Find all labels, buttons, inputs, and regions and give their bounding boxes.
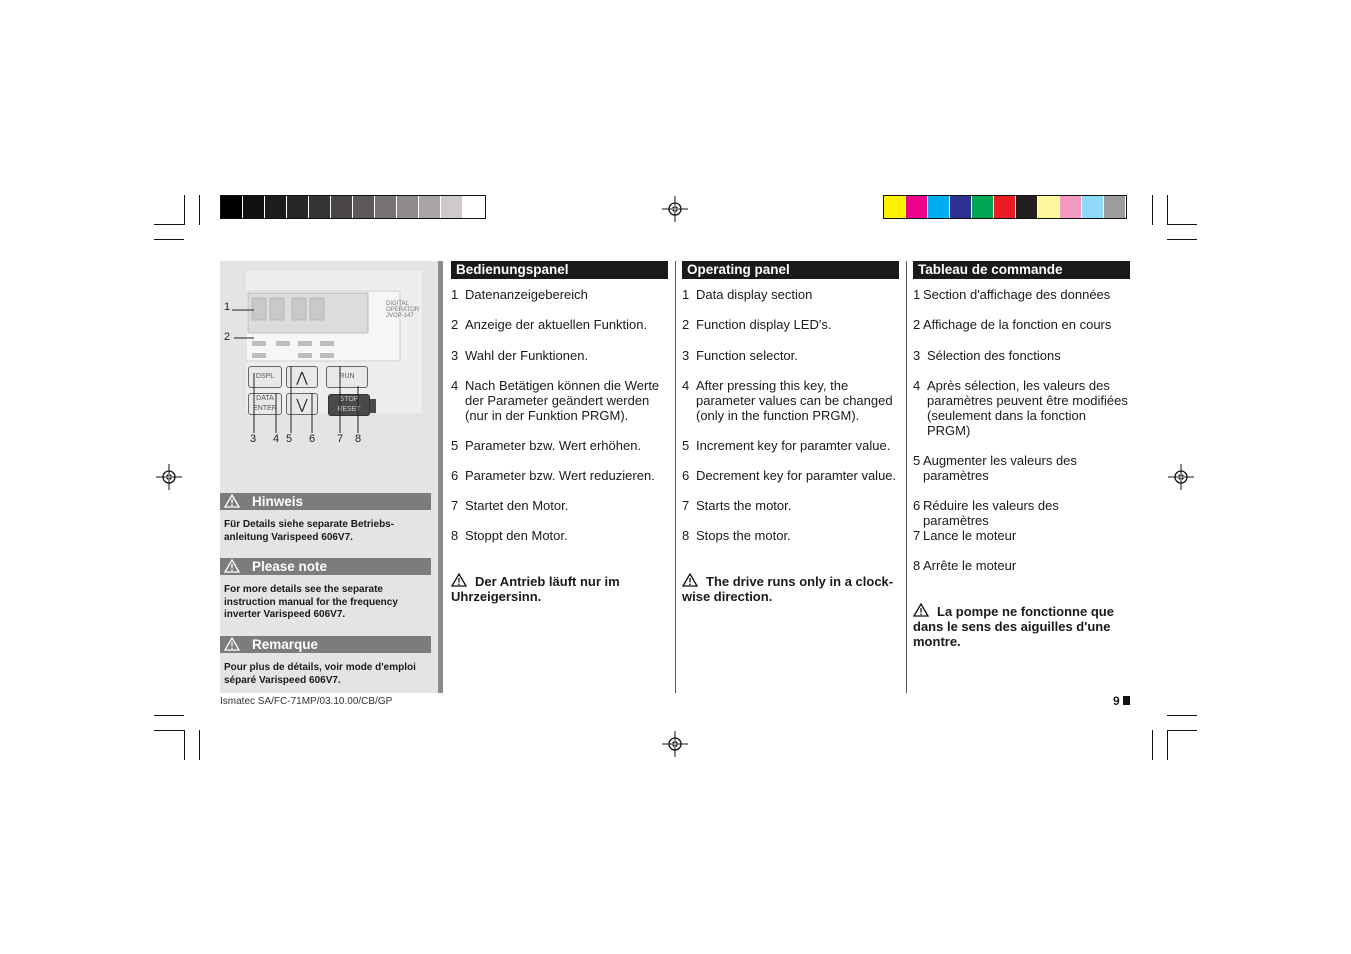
stop-reset-key: STOP RESET [328,394,370,416]
registration-mark-icon [1168,464,1194,490]
rotation-warning: La pompe ne fonctionne que dans le sens des aiguilles d'une montre. [913,604,1114,649]
color-swatch [265,196,287,218]
callout-lines [220,261,438,461]
color-swatch [309,196,331,218]
page-number: 9 [1113,694,1120,708]
imprint: Ismatec SA/FC-71MP/03.10.00/CB/GP [220,696,393,707]
note-title: Remarque [252,637,319,652]
note-text: For more details see the separate instruction manual for the frequency inverter Varispeed 606V7. [224,584,398,620]
registration-mark-icon [662,196,688,222]
color-swatch [441,196,463,218]
callout-label: 5 [286,433,293,445]
section-title: Tableau de commande [913,261,1130,279]
color-swatch [972,196,994,218]
display-caption: DIGITAL OPERATOR JVOP-147 [386,301,420,319]
warning-icon [224,637,240,651]
grayscale-bar [220,195,486,219]
note-header-remarque [220,636,431,653]
color-swatch [1060,196,1082,218]
note-header-hinweis [220,493,431,510]
registration-mark-icon [662,731,688,757]
panel-rule [438,261,443,693]
note-text: Für Details siehe separate Betriebs-anleitung Varispeed 606V7. [224,519,395,543]
color-swatch [906,196,928,218]
column-divider [675,261,676,693]
color-swatch [884,196,906,218]
color-swatch [928,196,950,218]
down-arrow-icon: ⋁ [286,393,318,415]
callout-label: 6 [309,433,316,445]
section-title: Operating panel [682,261,899,279]
color-swatch [463,196,485,218]
section-title: Bedienungspanel [451,261,668,279]
color-swatch [243,196,265,218]
warning-icon [913,603,929,617]
color-swatch [1038,196,1060,218]
color-swatch [1104,196,1126,218]
data-enter-key: DATA ENTER [248,393,282,415]
warning-icon [682,573,698,587]
registration-mark-icon [156,464,182,490]
color-swatch [397,196,419,218]
callout-label: 4 [273,433,280,445]
page-marker [1123,696,1130,705]
color-swatch [221,196,243,218]
warning-icon [224,494,240,508]
notes-panel [220,261,438,693]
rotation-warning: The drive runs only in a clock-wise direction. [682,574,894,604]
color-swatch [353,196,375,218]
up-arrow-icon: ⋀ [286,366,318,388]
callout-label: 3 [250,433,257,445]
warning-icon [224,559,240,573]
note-header-please-note [220,558,431,575]
run-key: RUN [326,366,368,388]
callout-label: 2 [224,331,231,343]
note-title: Hinweis [252,494,304,509]
dspl-key: DSPL [248,366,282,388]
color-swatch [419,196,441,218]
color-swatch [1082,196,1104,218]
column-divider [906,261,907,693]
color-swatch [287,196,309,218]
color-swatch [994,196,1016,218]
color-swatch [331,196,353,218]
color-swatch [950,196,972,218]
callout-label: 1 [224,301,231,313]
callout-label: 8 [355,433,362,445]
callout-label: 7 [337,433,344,445]
note-text: Pour plus de détails, voir mode d'emploi séparé Varispeed 606V7. [224,662,416,686]
note-title: Please note [252,559,328,574]
color-swatch [1016,196,1038,218]
process-color-bar [883,195,1127,219]
rotation-warning: Der Antrieb läuft nur im Uhrzeigersinn. [451,574,620,604]
warning-icon [451,573,467,587]
color-swatch [375,196,397,218]
